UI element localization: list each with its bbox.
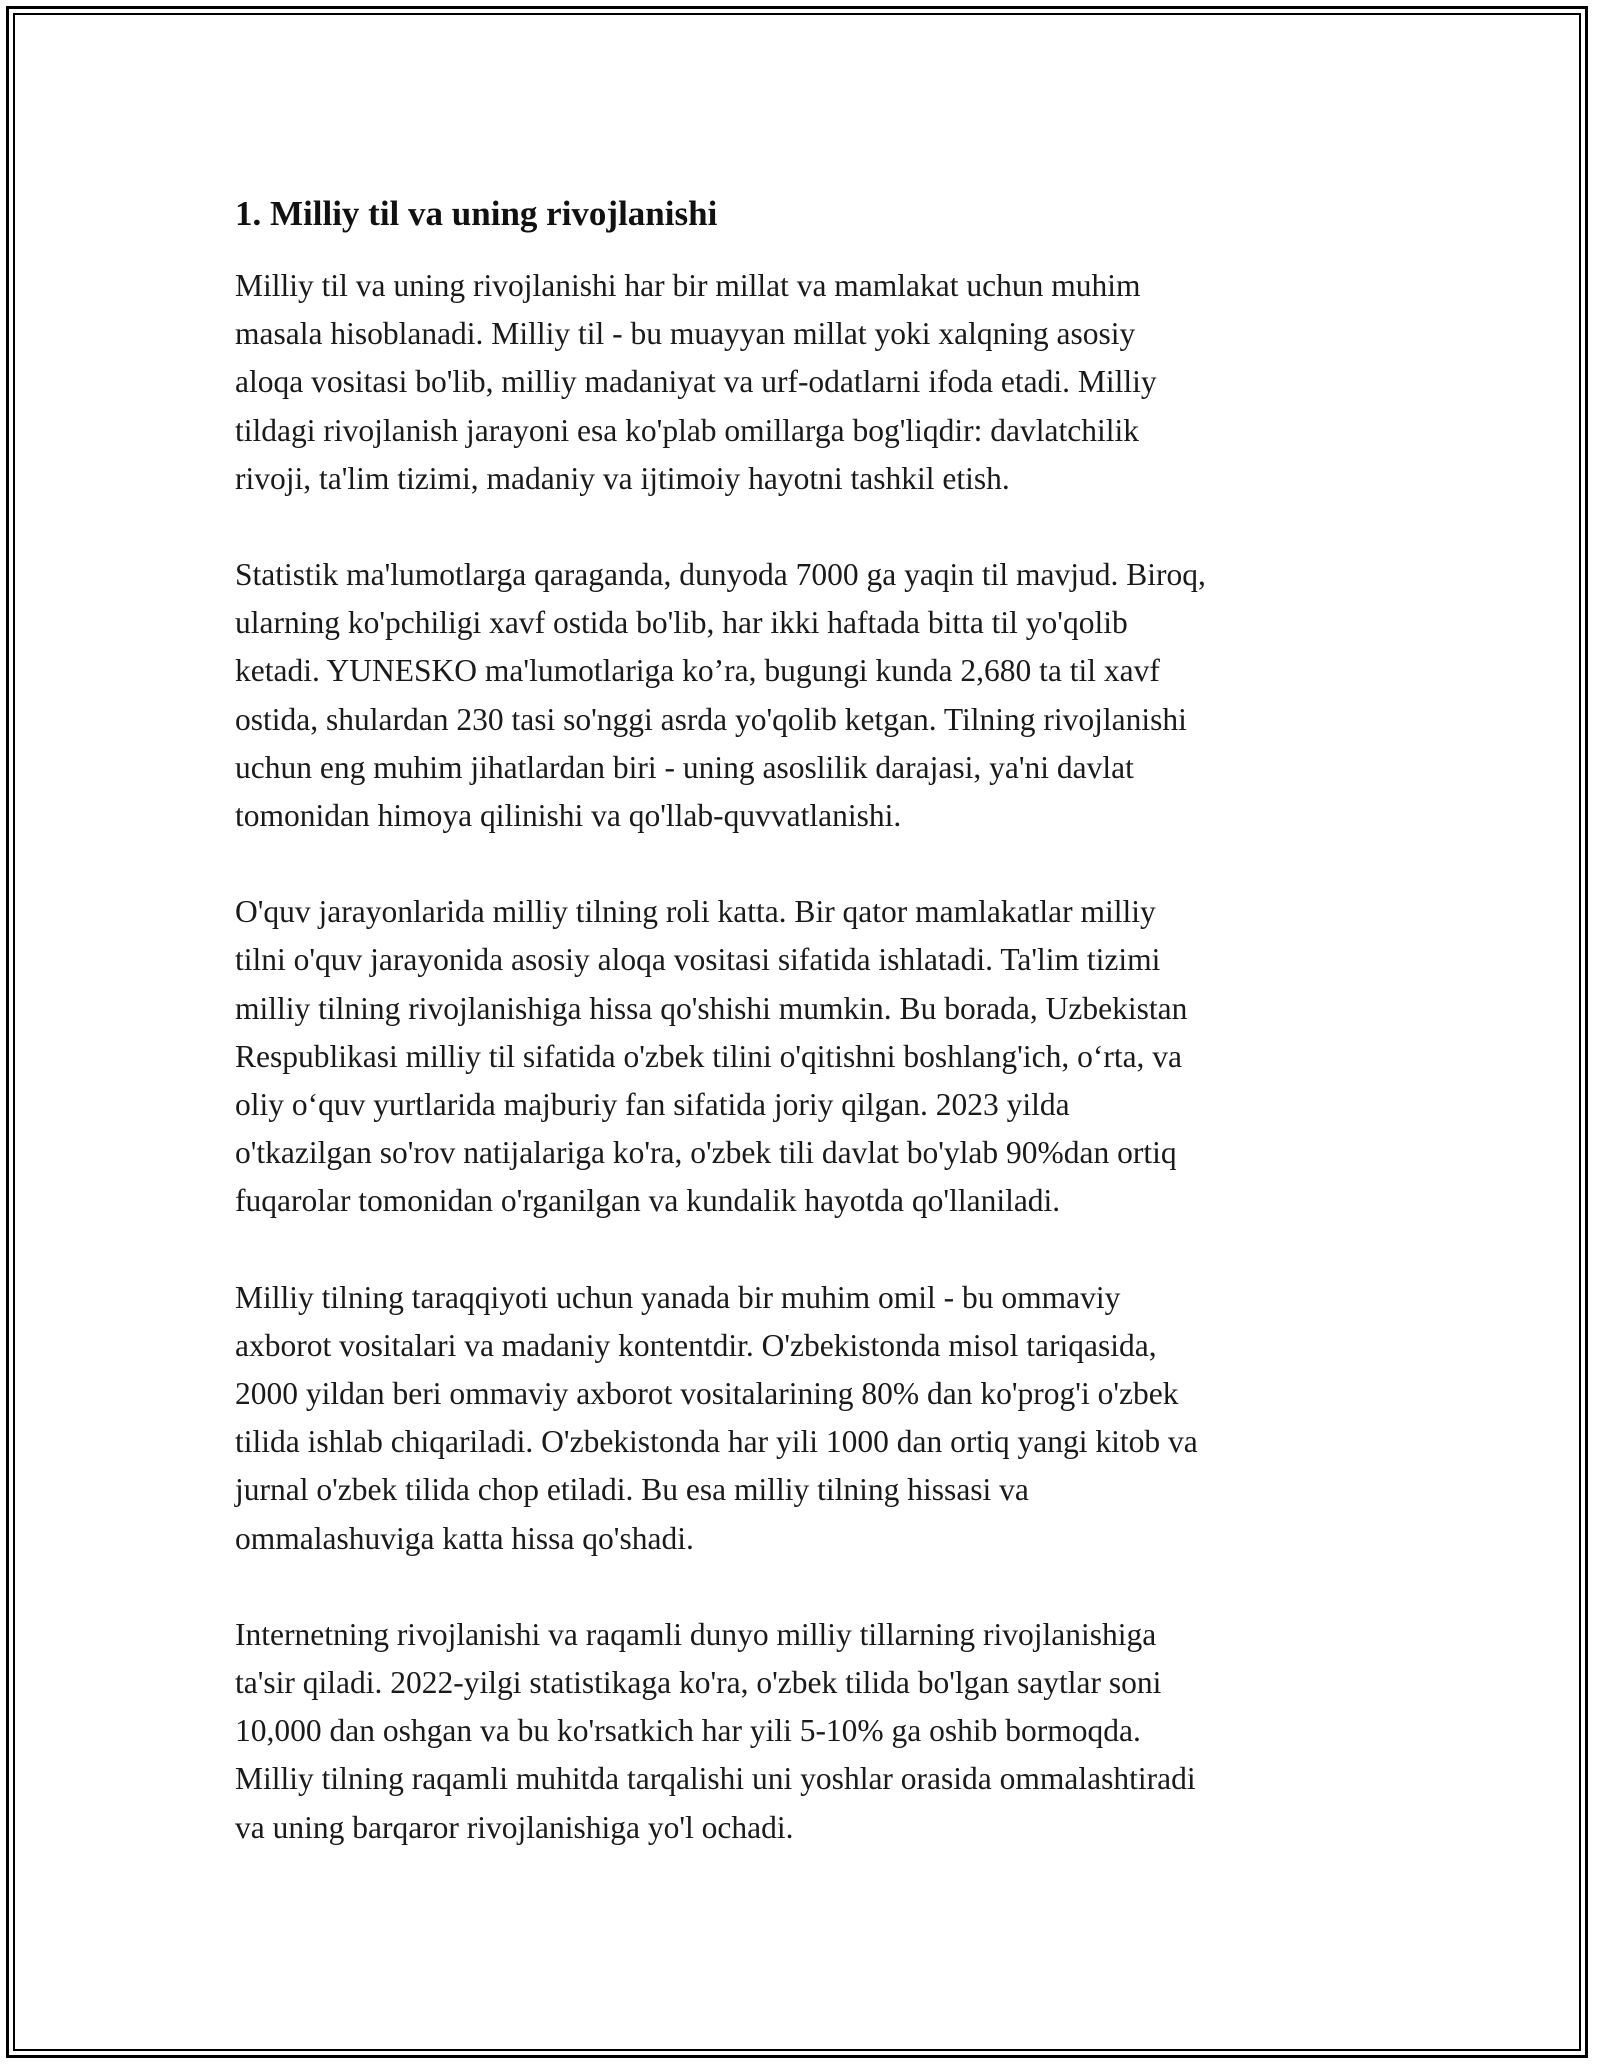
document-title: 1. Milliy til va uning rivojlanishi <box>235 194 718 233</box>
paragraph: Statistik ma'lumotlarga qaraganda, dunyoda 7000 ga yaqin til mavjud. Biroq, ularning ko'pchiligi xavf ostida bo'lib, har ikki haftada bitta til yo'qolib ketadi. YUNESKO ma'lumotlariga ko’ra, bugungi kunda 2,680 ta til xavf ostida, shulardan 230 tasi so'nggi asrda yo'qolib ketgan. Tilning rivojlanishi uchun eng muhim jihatlardan biri - uning asoslilik darajasi, ya'ni davlat tomonidan himoya qilinishi va qo'llab-quvvatlanishi. <box>235 557 1206 834</box>
paragraph: Internetning rivojlanishi va raqamli dunyo milliy tillarning rivojlanishiga ta'sir qiladi. 2022-yilgi statistikaga ko'ra, o'zbek tilida bo'lgan saytlar soni 10,000 dan oshgan va bu ko'rsatkich har yili 5-10% ga oshib bormoqda. Milliy tilning raqamli muhitda tarqalishi uni yoshlar orasida ommalashtiradi va uning barqaror rivojlanishiga yo'l ochadi. <box>235 1616 1196 1845</box>
paragraph: O'quv jarayonlarida milliy tilning roli katta. Bir qator mamlakatlar milliy tilni o'quv jarayonida asosiy aloqa vositasi sifatida ishlatadi. Ta'lim tizimi milliy tilning rivojlanishiga hissa qo'shishi mumkin. Bu borada, Uzbekistan Respublikasi milliy til sifatida o'zbek tilini o'qitishni boshlang'ich, o‘rta, va oliy o‘quv yurtlarida majburiy fan sifatida joriy qilgan. 2023 yilda o'tkazilgan so'rov natijalariga ko'ra, o'zbek tili davlat bo'ylab 90%dan ortiq fuqarolar tomonidan o'rganilgan va kundalik hayotda qo'llaniladi. <box>235 894 1188 1219</box>
paragraph: Milliy tilning taraqqiyoti uchun yanada bir muhim omil - bu ommaviy axborot vositalari va madaniy kontentdir. O'zbekistonda misol tariqasida, 2000 yildan beri ommaviy axborot vositalarining 80% dan ko'prog'i o'zbek tilida ishlab chiqariladi. O'zbekistonda har yili 1000 dan ortiq yangi kitob va jurnal o'zbek tilida chop etiladi. Bu esa milliy tilning hissasi va ommalashuviga katta hissa qo'shadi. <box>235 1279 1198 1556</box>
paragraph: Milliy til va uning rivojlanishi har bir millat va mamlakat uchun muhim masala hisoblanadi. Milliy til - bu muayyan millat yoki xalqning asosiy aloqa vositasi bo'lib, milliy madaniyat va urf-odatlarni ifoda etadi. Milliy tildagi rivojlanish jarayoni esa ko'plab omillarga bog'liqdir: davlatchilik rivoji, ta'lim tizimi, madaniy va ijtimoiy hayotni tashkil etish. <box>235 268 1157 496</box>
document-body <box>235 188 1375 1900</box>
